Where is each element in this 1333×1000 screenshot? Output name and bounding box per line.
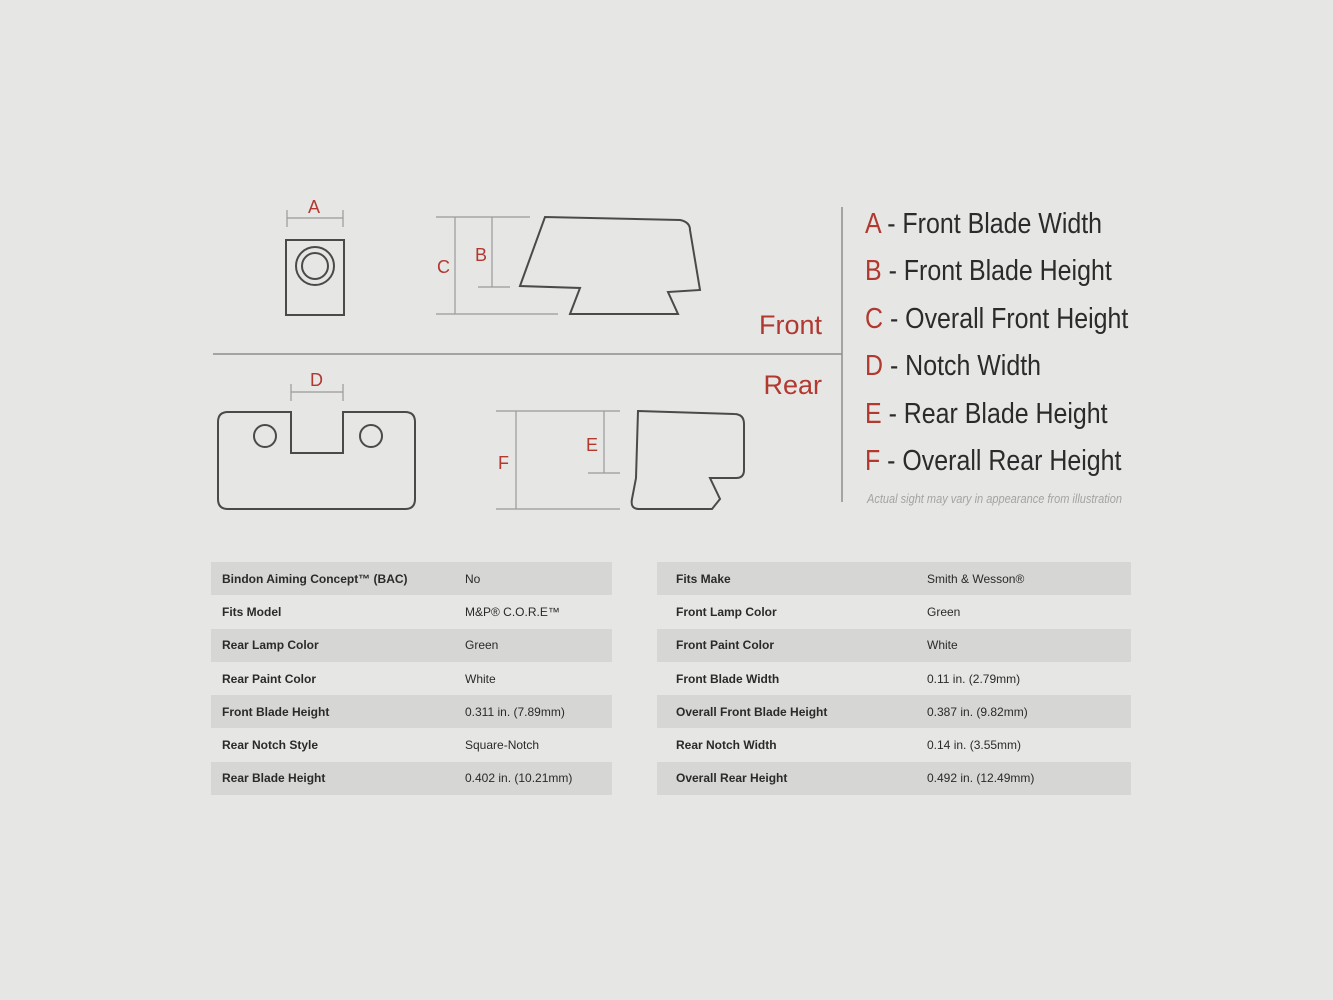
front-sight-end-view [286, 240, 344, 315]
table-row [657, 595, 1131, 628]
rear-sight-left-dot [254, 425, 276, 447]
dim-label-d: D [310, 370, 323, 390]
dim-label-c: C [437, 257, 450, 277]
table-row [657, 728, 1131, 761]
spec-value: White [465, 671, 496, 686]
table-row [657, 662, 1131, 695]
spec-label: Overall Front Blade Height [657, 695, 927, 728]
spec-value: 0.387 in. (9.82mm) [927, 695, 1131, 728]
spec-label: Rear Notch Style [222, 738, 319, 753]
spec-value: Smith & Wesson® [927, 562, 1131, 595]
legend-letter: D [865, 350, 884, 383]
spec-value: No [465, 562, 612, 595]
spec-value: Green [465, 629, 612, 662]
table-row [211, 695, 612, 728]
rear-sight-right-dot [360, 425, 382, 447]
table-row [657, 562, 1131, 595]
legend-text: - Overall Front Height [883, 302, 1129, 335]
table-row [211, 662, 612, 695]
front-sight-lamp-inner [302, 253, 328, 279]
spec-label: Front Lamp Color [676, 604, 777, 619]
legend-item-e [865, 394, 1128, 441]
table-row [657, 629, 1131, 662]
dim-label-a: A [308, 197, 321, 217]
spec-label: Front Blade Width [676, 671, 780, 686]
spec-value: Square-Notch [465, 738, 540, 753]
spec-value: 0.14 in. (3.55mm) [927, 738, 1022, 753]
table-row [211, 629, 612, 662]
legend-letter: E [865, 397, 882, 430]
front-sight-side-profile [520, 217, 700, 314]
table-row [657, 762, 1131, 795]
legend-item-a [865, 204, 1128, 251]
rear-sight-side-profile [632, 411, 744, 509]
table-row [211, 595, 612, 628]
table-row [211, 762, 612, 795]
spec-value: 0.311 in. (7.89mm) [465, 695, 612, 728]
legend-letter: F [865, 444, 881, 477]
spec-table-left [211, 562, 612, 795]
spec-label: Overall Rear Height [657, 762, 927, 795]
spec-label: Rear Blade Height [211, 762, 465, 795]
legend-letter: C [865, 302, 884, 335]
legend-letter: A [865, 208, 881, 240]
spec-label: Rear Notch Width [676, 738, 777, 753]
spec-value: White [927, 629, 1131, 662]
spec-table-right [657, 562, 1131, 795]
legend-letter: B [865, 255, 882, 288]
legend-text: - Overall Rear Height [880, 444, 1122, 477]
table-row [211, 562, 612, 595]
rear-label: Rear [763, 370, 822, 400]
dim-label-b: B [475, 245, 488, 265]
legend-item-f [865, 441, 1128, 488]
rear-sight-end-view [218, 412, 415, 509]
spec-label: Rear Paint Color [222, 671, 317, 686]
legend-text: - Notch Width [883, 350, 1042, 383]
legend-text: - Front Blade Height [881, 255, 1112, 288]
table-row [211, 728, 612, 761]
front-label: Front [758, 310, 822, 340]
spec-value: Green [927, 604, 961, 619]
spec-label: Fits Make [657, 562, 927, 595]
dim-label-f: F [498, 453, 509, 473]
legend-text: - Front Blade Width [880, 208, 1103, 240]
spec-value: 0.492 in. (12.49mm) [927, 762, 1131, 795]
spec-label: Fits Model [222, 604, 282, 619]
legend-item-b [865, 251, 1128, 298]
legend-item-d [865, 346, 1128, 393]
spec-value: 0.11 in. (2.79mm) [927, 671, 1021, 686]
spec-label: Front Blade Height [211, 695, 465, 728]
legend-item-c [865, 299, 1128, 346]
dim-label-e: E [586, 435, 599, 455]
spec-value: M&P® C.O.R.E™ [465, 604, 560, 619]
spec-label: Rear Lamp Color [211, 629, 465, 662]
table-row [657, 695, 1131, 728]
spec-value: 0.402 in. (10.21mm) [465, 762, 612, 795]
illustration-disclaimer: Actual sight may vary in appearance from illustration [867, 492, 1122, 506]
legend-text: - Rear Blade Height [881, 397, 1108, 430]
spec-label: Bindon Aiming Concept™ (BAC) [211, 562, 465, 595]
dimension-legend [865, 204, 1171, 488]
spec-label: Front Paint Color [657, 629, 927, 662]
